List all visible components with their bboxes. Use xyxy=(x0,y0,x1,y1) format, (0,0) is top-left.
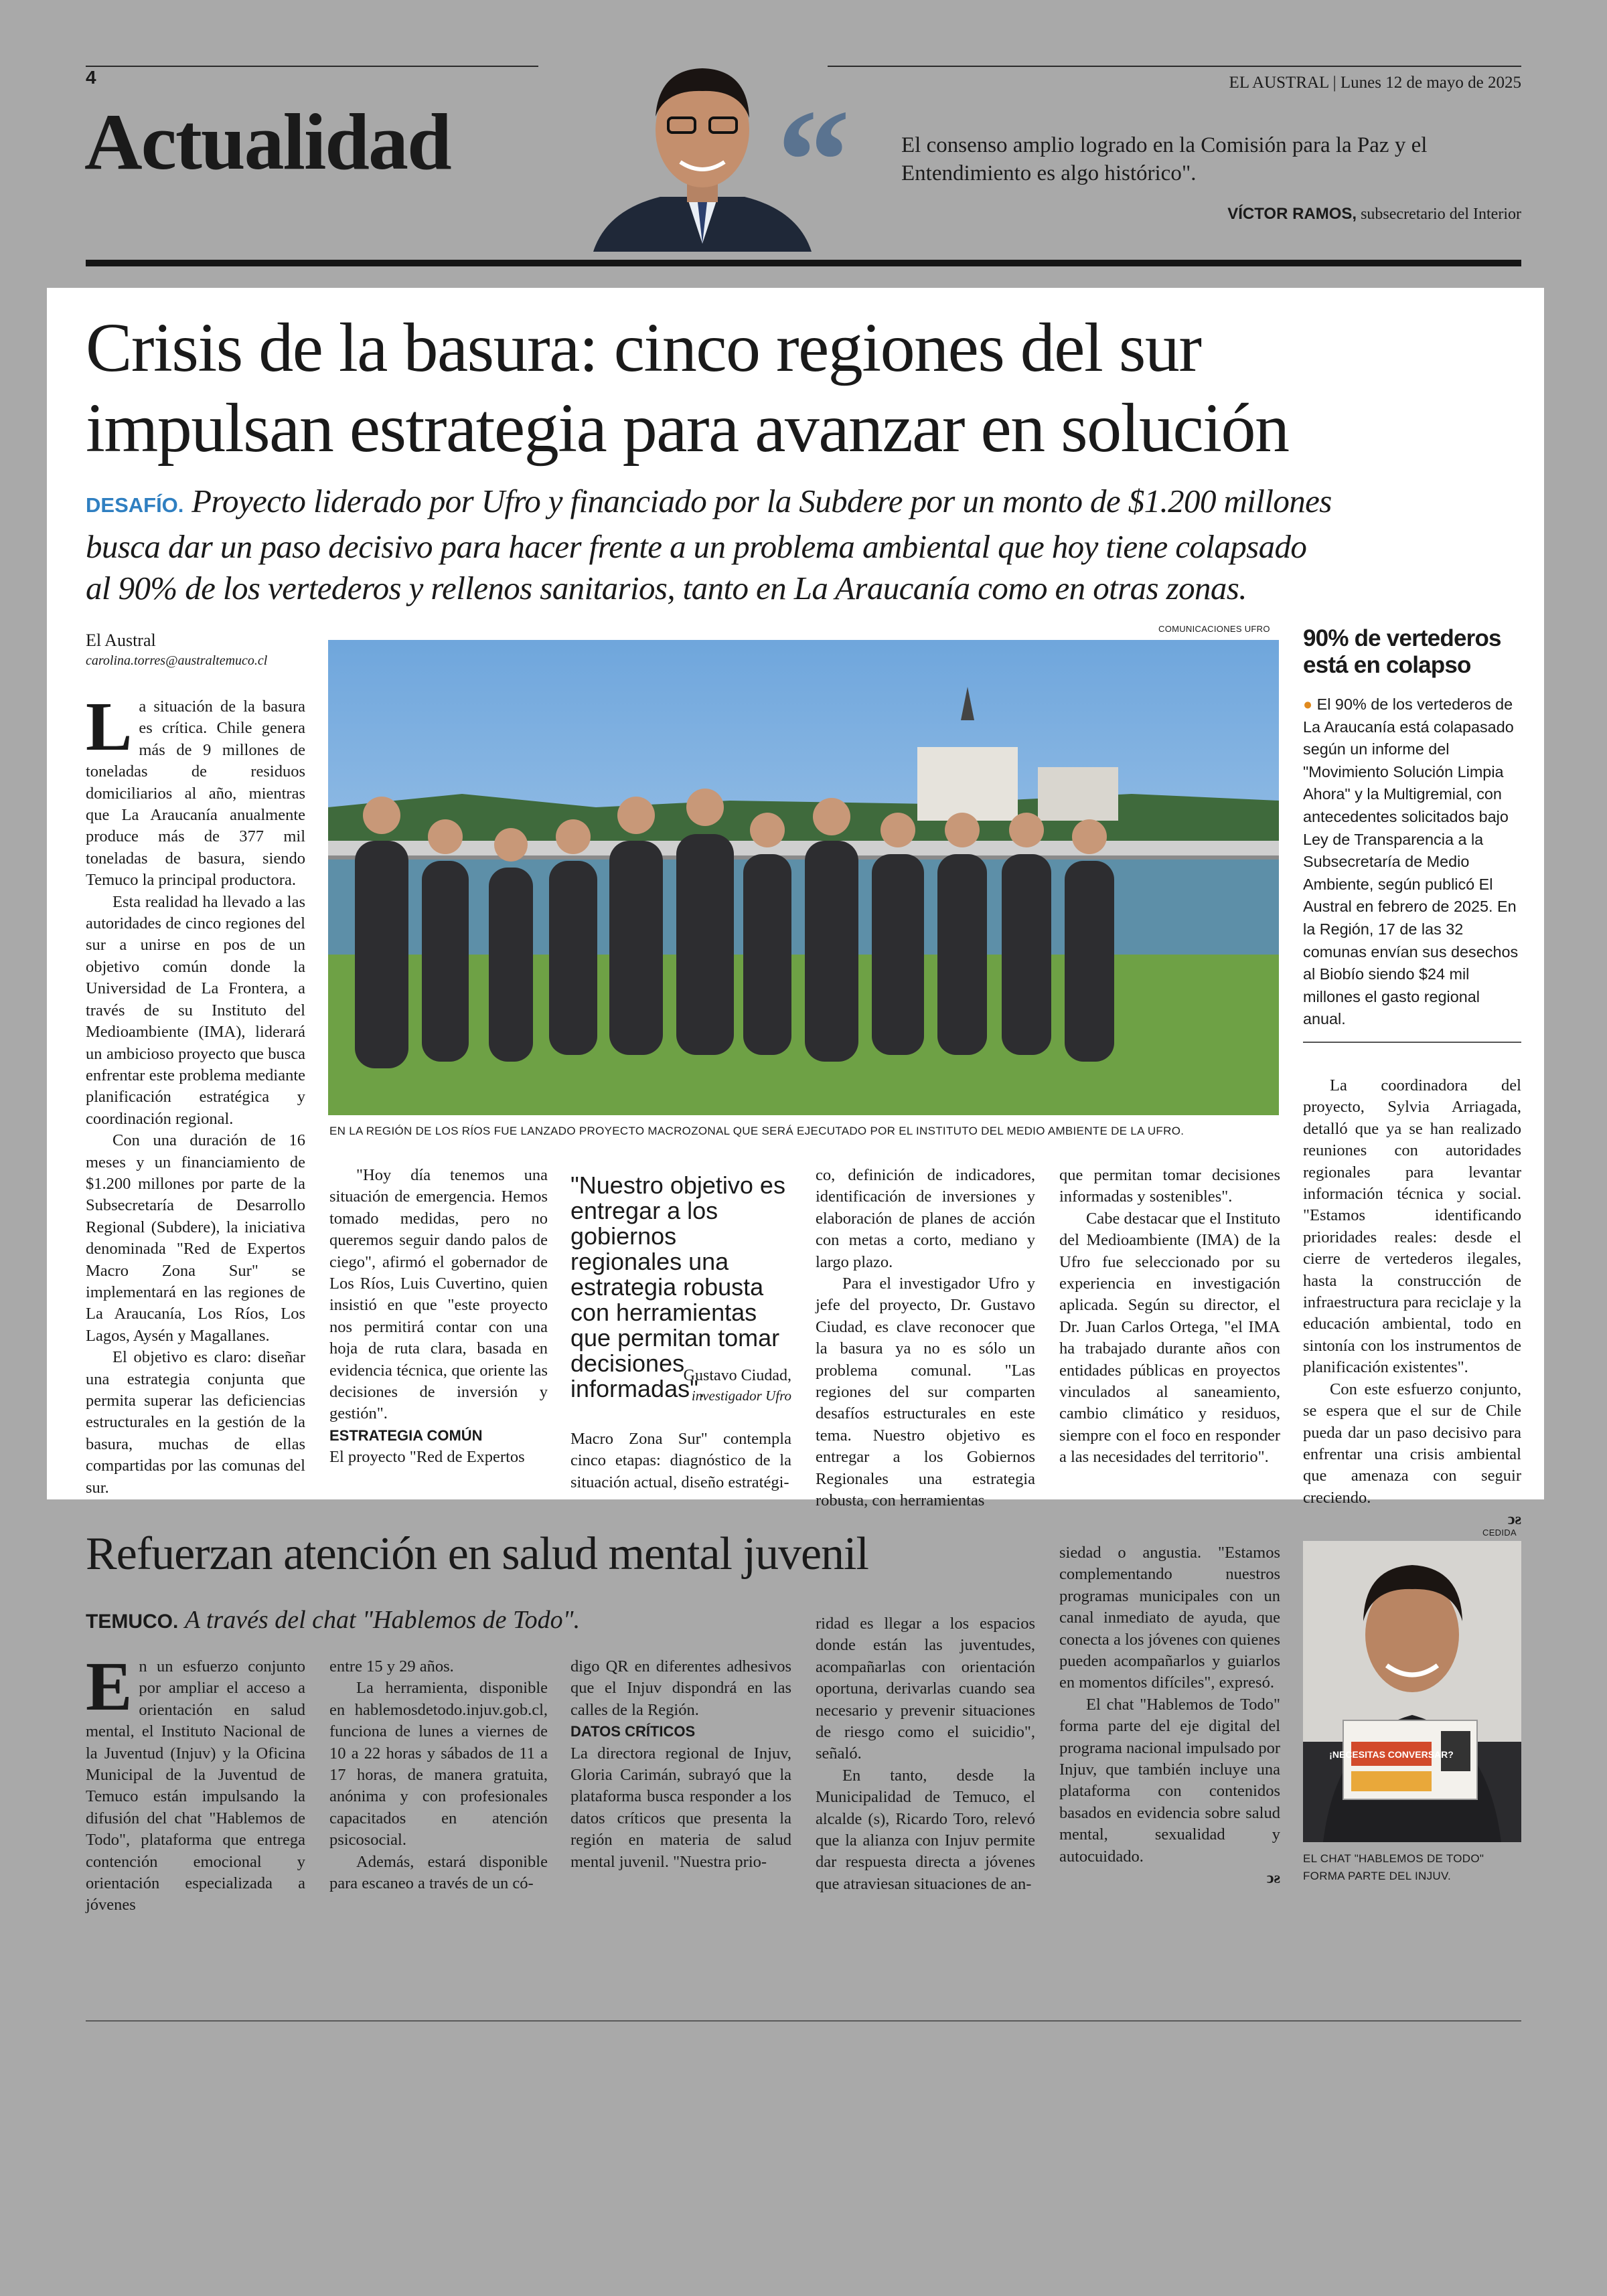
date: Lunes 12 de mayo de 2025 xyxy=(1340,74,1521,92)
article2-photo-caption: EL CHAT "HABLEMOS DE TODO" FORMA PARTE DEL INJUV. xyxy=(1303,1852,1484,1882)
quote-author: VÍCTOR RAMOS, xyxy=(1227,205,1357,223)
article2-headline: Refuerzan atención en salud mental juvenil xyxy=(86,1528,868,1580)
article2-photo xyxy=(1303,1541,1521,1842)
article2-column-3: digo QR en diferentes adhesivos que el Injuv dispondrá en las calles de la Región. DATOS CRÍTICOS La directora regional de Injuv, Gloria Carimán, subrayó que la plataforma busca responder a los datos críticos que presenta la región en materia de salud mental juvenil. "Nuestra prio- xyxy=(570,1657,791,1871)
article2-deck: TEMUCO. A través del chat "Hablemos de Todo". xyxy=(86,1606,581,1634)
article2-photo-credit: CEDIDA xyxy=(1482,1528,1517,1538)
sidebar-title: 90% de vertederos está en colapso xyxy=(1303,625,1501,678)
byline: El Austral xyxy=(86,631,156,650)
header-thick-rule xyxy=(86,260,1521,266)
article-column-4: co, definición de indicadores, identificación de inversiones y elaboración de planes de acción con metas a corto, mediano y largo plazo. Para el investigador Ufro y jefe del proyecto, Dr. Gustavo Ciudad, es clave reconocer que la basura ya no es sólo un problema comunal. "Las regiones del sur comparten desafíos estructurales en este tema. Nuestro objetivo es entregar a los Gobiernos Regionales una estrategia robusta, con herramientas xyxy=(816,1166,1035,1510)
quote-attribution xyxy=(1227,205,1521,224)
article-headline: Crisis de la basura: cinco regiones del sur impulsan estrategia para avanzar en solución xyxy=(86,309,1289,467)
drop-cap: L xyxy=(86,688,133,765)
deck-line-2: busca dar un paso decisivo para hacer frente a un problema ambiental que hoy tiene colapsado xyxy=(86,528,1307,565)
sidebar-text: ● El 90% de los vertederos de La Araucanía está colapasado según un informe del "Movimiento Solución Limpia Ahora" y la Multigremial, con antecedentes solicitados bajo Ley de Transparencia a la Subsecretaría de Medio Ambiente, según publicó El Austral en febrero de 2025. En la Región, 17 de las 32 comunas envían sus desechos al Biobío siendo $24 mil millones el gasto regional anual. xyxy=(1303,695,1519,1028)
article-column-5: que permitan tomar decisiones informadas y sostenibles". Cabe destacar que el Instituto del Medioambiente (IMA) de la Ufro fue seleccionado por su experiencia en investigación aplicada. Según su director, el Dr. Juan Carlos Ortega, "el IMA ha trabajado durante años con entidades públicas en proyectos vinculados al saneamiento, cambio climático y residuos, siempre con el foco en responder a las necesidades del territorio". xyxy=(1059,1166,1280,1467)
byline-email: carolina.torres@australtemuco.cl xyxy=(86,653,268,668)
page-number: 4 xyxy=(86,67,96,88)
article-column-1: La situación de la basura es crítica. Chile genera más de 9 millones de toneladas de residuos domiciliarios al año, mientras que La Araucanía anualmente produce más de 377 mil toneladas de basura, siendo Temuco la principal productora. Esta realidad ha llevado a las autoridades de cinco regiones del sur a unirse en pos de un objetivo común donde la Universidad de La Frontera, a través de su Instituto del Medioambiente (IMA), liderará un ambicioso proyecto que busca enfrentar este problema mediante planificación estratégica y coordinación regional. Con una duración de 16 meses y un financiamiento de $1.200 millones por parte de la Subsecretaría de Desarrollo Regional (Subdere), la iniciativa denominada "Red de Expertos Macro Zona Sur" se implementará en las regiones de La Araucanía, Los Ríos, Los Lagos, Aysén y Magallanes. El objetivo es claro: diseñar una estrategia conjunta que permita superar las deficiencias estructurales en la gestión de la basura, muchas de ellas compartidas por las comunas del sur. xyxy=(86,688,305,1497)
kicker: DESAFÍO. xyxy=(86,493,184,517)
article2-column-4: ridad es llegar a los espacios donde están las juventudes, acompañarlas con orientación oportuna, derivarlas cuando sea necesario y prevenir situaciones de riesgo como el suicidio", señaló. En tanto, desde la Municipalidad de Temuco, el alcalde (s), Ricardo Toro, relevó que la alianza con Injuv permite dar respuesta directa a jóvenes que atraviesan situaciones de an- xyxy=(816,1615,1035,1893)
section-title: Actualidad xyxy=(84,97,451,186)
header-rule-right xyxy=(828,66,1521,67)
photo-caption: EN LA REGIÓN DE LOS RÍOS FUE LANZADO PROYECTO MACROZONAL QUE SERÁ EJECUTADO POR EL INSTITUTO DEL MEDIO AMBIENTE DE LA UFRO. xyxy=(329,1125,1184,1137)
article-column-6: La coordinadora del proyecto, Sylvia Arriagada, detalló que ya se han realizado reuniones con autoridades regionales para levantar información técnica y social. "Estamos identificando prioridades reales: desde el cierre de vertederos ilegales, hasta la construcción de infraestructura para reciclaje y la educación ambiental, todo en sintonía con los instrumentos de planificación existentes". Con este esfuerzo conjunto, se espera que el sur de Chile pueda dar un paso decisivo para enfrentar una crisis ambiental que amenaza con seguir creciendo. ↄƨ xyxy=(1303,1075,1521,1531)
pull-quote-author: Gustavo Ciudad, investigador Ufro xyxy=(683,1367,791,1404)
publication-date: EL AUSTRAL | Lunes 12 de mayo de 2025 xyxy=(1229,74,1521,92)
article2-end-mark-icon: ↄƨ xyxy=(1266,1869,1280,1888)
subhead-datos: DATOS CRÍTICOS xyxy=(570,1723,696,1740)
photo-sign-text: ¡NECESITAS CONVERSAR? xyxy=(1329,1749,1454,1760)
article-deck xyxy=(86,481,1332,609)
publication-name: EL AUSTRAL xyxy=(1229,74,1329,92)
end-mark-icon: ↄƨ xyxy=(1507,1510,1521,1529)
article2-column-2: entre 15 y 29 años. La herramienta, disponible en hablemosdetodo.injuv.gob.cl, funciona de lunes a viernes de 10 a 22 horas y sábados de 11 a 17 horas, de manera gratuita, anónima y con profesionales capacitados en atención psicosocial. Además, estará disponible para escaneo a través de un có- xyxy=(329,1657,548,1893)
article-column-2: "Hoy día tenemos una situación de emergencia. Hemos tomado medidas, pero no queremos seguir dando palos de ciego", afirmó el gobernador de Los Ríos, Luis Cuvertino, quien insistió en que "este proyecto nos permitirá contar con una hoja de ruta clara, basada en evidencia técnica, que oriente las decisiones de inversión y gestión". ESTRATEGIA COMÚN El proyecto "Red de Expertos xyxy=(329,1166,548,1467)
article2-kicker: TEMUCO. xyxy=(86,1611,179,1633)
photo-credit: COMUNICACIONES UFRO xyxy=(1158,624,1270,634)
article-column-3: Macro Zona Sur" contempla cinco etapas: diagnóstico de la situación actual, diseño estratégi- xyxy=(570,1430,791,1491)
article2-column-5: siedad o angustia. "Estamos complementando nuestros programas municipales con un canal inmediato de ayuda, que conecta a los jóvenes con quienes pueden acompañarlos y guiarlos en momentos difíciles", expresó. El chat "Hablemos de Todo" forma parte del eje digital del programa nacional impulsado por Injuv, que también incluye una plataforma con contenidos basados en evidencia sobre salud mental, sexualidad y autocuidado. ↄƨ xyxy=(1059,1542,1280,1890)
article2-drop-cap: E xyxy=(86,1648,133,1725)
sidebar-rule xyxy=(1303,1042,1521,1043)
pull-quote: "Nuestro objetivo es entregar a los gobiernos regionales una estrategia robusta con herramientas que permitan tomar decisiones informadas". xyxy=(570,1171,785,1402)
article2-column-1: En un esfuerzo conjunto por ampliar el acceso a orientación en salud mental, el Instituto Nacional de la Juventud (Injuv) y la Oficina Municipal de la Juventud de Temuco están impulsando la difusión del chat "Hablemos de Todo", plataforma que entrega contención emocional y orientación especializada a jóvenes xyxy=(86,1648,305,1914)
quote-mark-icon: “ xyxy=(777,79,850,242)
group-photo xyxy=(328,640,1279,1115)
bullet-icon: ● xyxy=(1303,695,1313,713)
quote-author-role: subsecretario del Interior xyxy=(1361,206,1521,223)
header-quote: El consenso amplio logrado en la Comisión para la Paz y el Entendimiento es algo histórico". xyxy=(901,133,1428,185)
subhead-estrategia: ESTRATEGIA COMÚN xyxy=(329,1426,483,1444)
header-rule-left xyxy=(86,66,538,67)
deck-line-1: Proyecto liderado por Ufro y financiado por la Subdere por un monto de $1.200 millones xyxy=(192,483,1332,519)
deck-line-3: al 90% de los vertederos y rellenos sanitarios, tanto en La Araucanía como en otras zonas. xyxy=(86,570,1247,606)
footer-rule xyxy=(86,2020,1521,2022)
